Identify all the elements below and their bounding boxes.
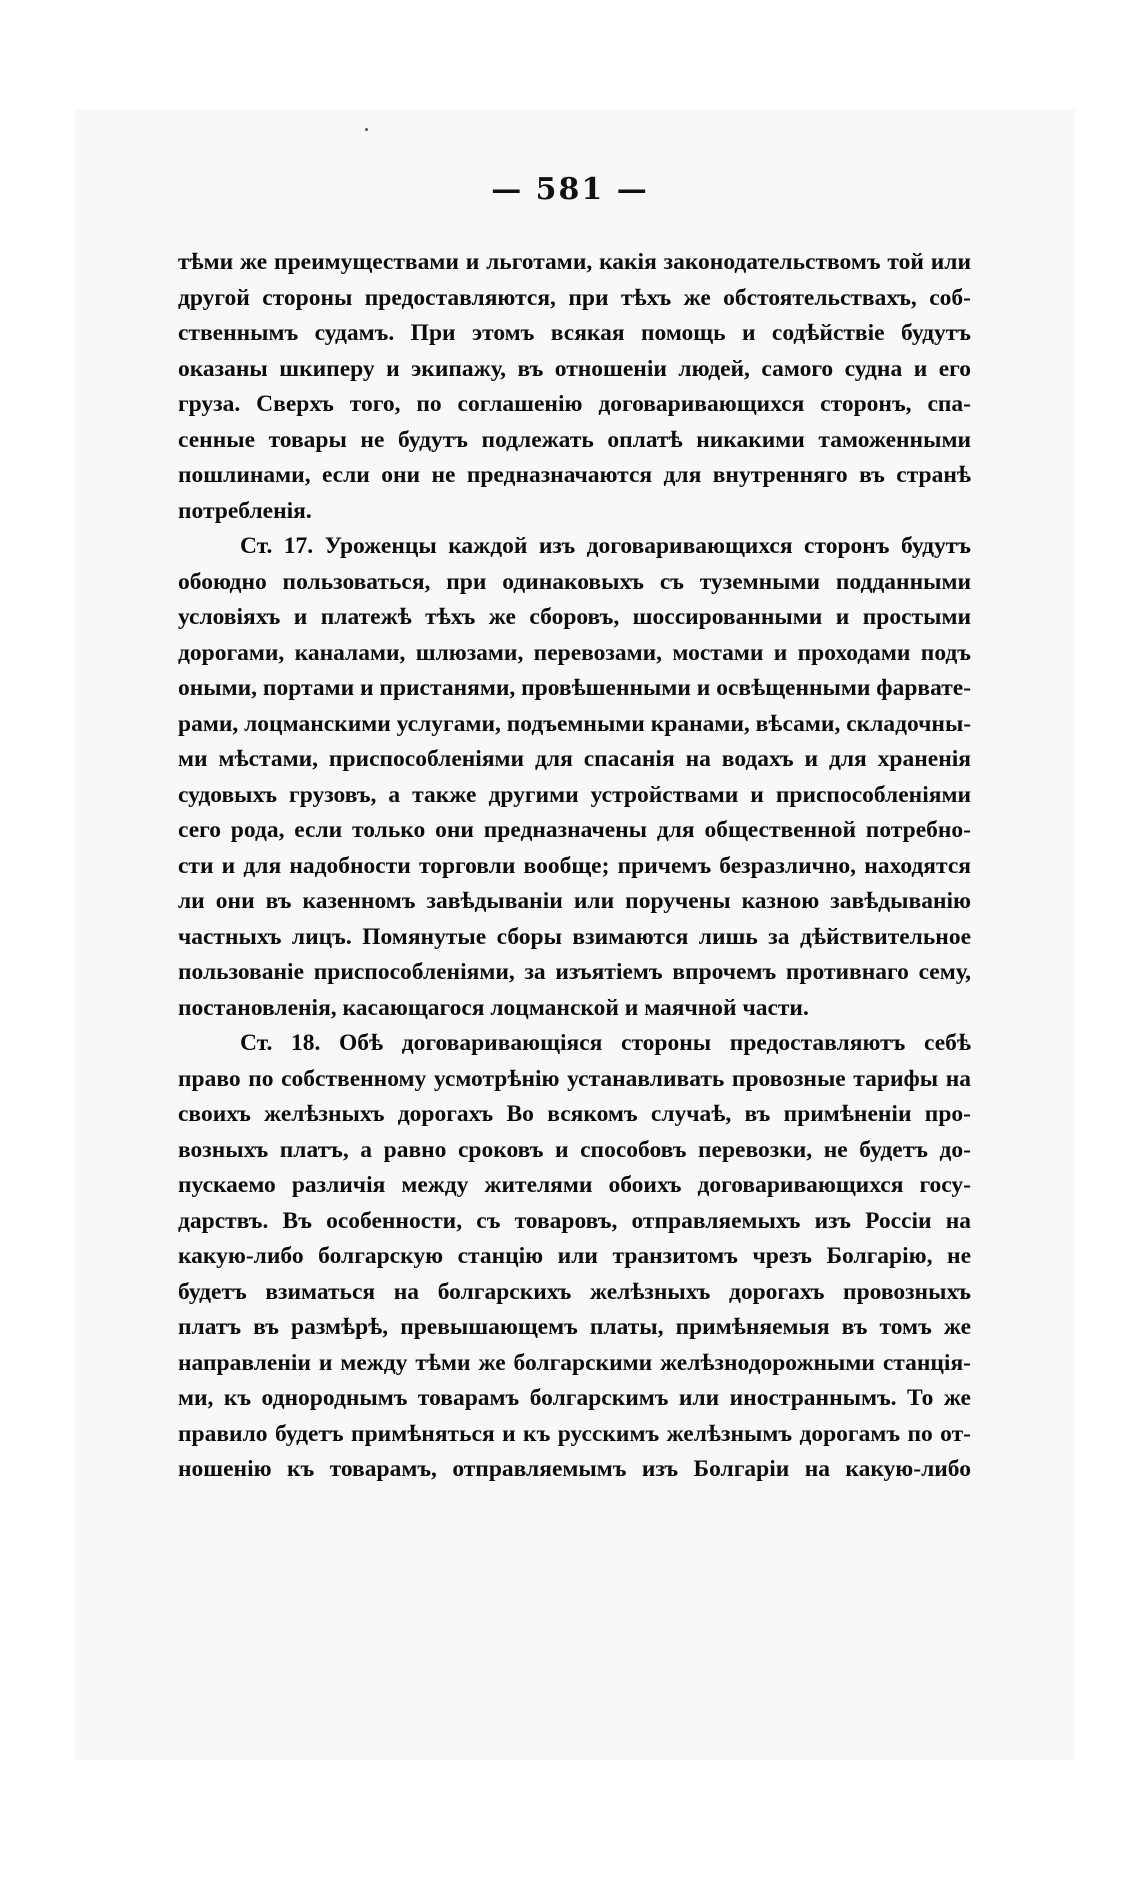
text-line: судовыхъ грузовъ, а также другими устройствами и приспособленіями (178, 781, 971, 808)
text-line: направленіи и между тѣми же болгарскими желѣзнодорожными станція- (178, 1349, 971, 1376)
text-line: частныхъ лицъ. Помянутые сборы взимаются лишь за дѣйствительное (178, 923, 971, 950)
text-line: Ст. 18. Обѣ договаривающіяся стороны предоставляютъ себѣ (240, 1030, 971, 1056)
text-line: ношенію къ товарамъ, отправляемымъ изъ Болгаріи на какую-либо (178, 1456, 971, 1482)
scan-speck (365, 128, 368, 131)
text-line: ми, къ однороднымъ товарамъ болгарскимъ или иностраннымъ. То же (178, 1385, 971, 1411)
text-line: тѣми же преимуществами и льготами, какія законодательствомъ той или (178, 249, 971, 275)
text-line: обоюдно пользоваться, при одинаковыхъ съ туземными подданными (178, 568, 971, 595)
text-line: дарствъ. Въ особенности, съ товаровъ, отправляемыхъ изъ Россіи на (178, 1207, 971, 1234)
text-line: потребленія. (178, 497, 312, 524)
text-line: сего рода, если только они предназначены для общественной потребно- (178, 817, 971, 843)
text-line: пользованіе приспособленіями, за изъятіемъ впрочемъ противнаго сему, (178, 959, 971, 985)
text-line: Ст. 17. Уроженцы каждой изъ договаривающихся сторонъ будутъ (240, 533, 971, 559)
paragraph-1 (178, 245, 971, 529)
text-line: какую-либо болгарскую станцію или транзитомъ чрезъ Болгарію, не (178, 1243, 971, 1269)
text-line: возныхъ платъ, а равно сроковъ и способовъ перевозки, не будетъ до- (178, 1136, 971, 1163)
text-line: оказаны шкиперу и экипажу, въ отношеніи людей, самого судна и его (178, 355, 971, 382)
text-line: другой стороны предоставляются, при тѣхъ же обстоятельствахъ, соб- (178, 284, 971, 311)
text-line: правило будетъ примѣняться и къ русскимъ желѣзнымъ дорогамъ по от- (178, 1420, 971, 1447)
text-line: ми мѣстами, приспособленіями для спасанія на водахъ и для храненія (178, 746, 971, 772)
text-line: груза. Сверхъ того, по соглашенію договаривающихся сторонъ, спа- (178, 391, 971, 417)
text-line: пускаемо различія между жителями обоихъ договаривающихся госу- (178, 1172, 971, 1198)
text-line: сти и для надобности торговли вообще; причемъ безразлично, находятся (178, 852, 971, 879)
text-line: пошлинами, если они не предназначаются для внутренняго въ странѣ (178, 462, 971, 488)
text-line: своихъ желѣзныхъ дорогахъ Во всякомъ случаѣ, въ примѣненіи про- (178, 1101, 971, 1127)
paragraph-3 (178, 1026, 971, 1488)
text-line: оными, портами и пристанями, провѣшенными и освѣщенными фарвате- (178, 675, 971, 701)
text-line: будетъ взиматься на болгарскихъ желѣзныхъ дорогахъ провозныхъ (178, 1278, 971, 1305)
text-line: платъ въ размѣрѣ, превышающемъ платы, примѣняемыя въ томъ же (178, 1314, 971, 1340)
text-line: постановленія, касающагося лоцманской и маячной части. (178, 994, 809, 1021)
page-number: — 581 — (491, 172, 649, 207)
text-line: дорогами, каналами, шлюзами, перевозами, мостами и проходами подъ (178, 639, 971, 666)
body-text (178, 245, 971, 1488)
text-line: право по собственному усмотрѣнію устанавливать провозные тарифы на (178, 1065, 971, 1092)
text-line: сенные товары не будутъ подлежать оплатѣ никакими таможенными (178, 426, 971, 453)
text-line: условіяхъ и платежѣ тѣхъ же сборовъ, шоссированными и простыми (178, 604, 971, 630)
text-line: ли они въ казенномъ завѣдываніи или поручены казною завѣдыванію (178, 888, 971, 914)
text-line: рами, лоцманскими услугами, подъемными кранами, вѣсами, складочны- (178, 710, 971, 737)
paragraph-2 (178, 529, 971, 1026)
text-line: ственнымъ судамъ. При этомъ всякая помощь и содѣйствіе будутъ (178, 320, 971, 346)
